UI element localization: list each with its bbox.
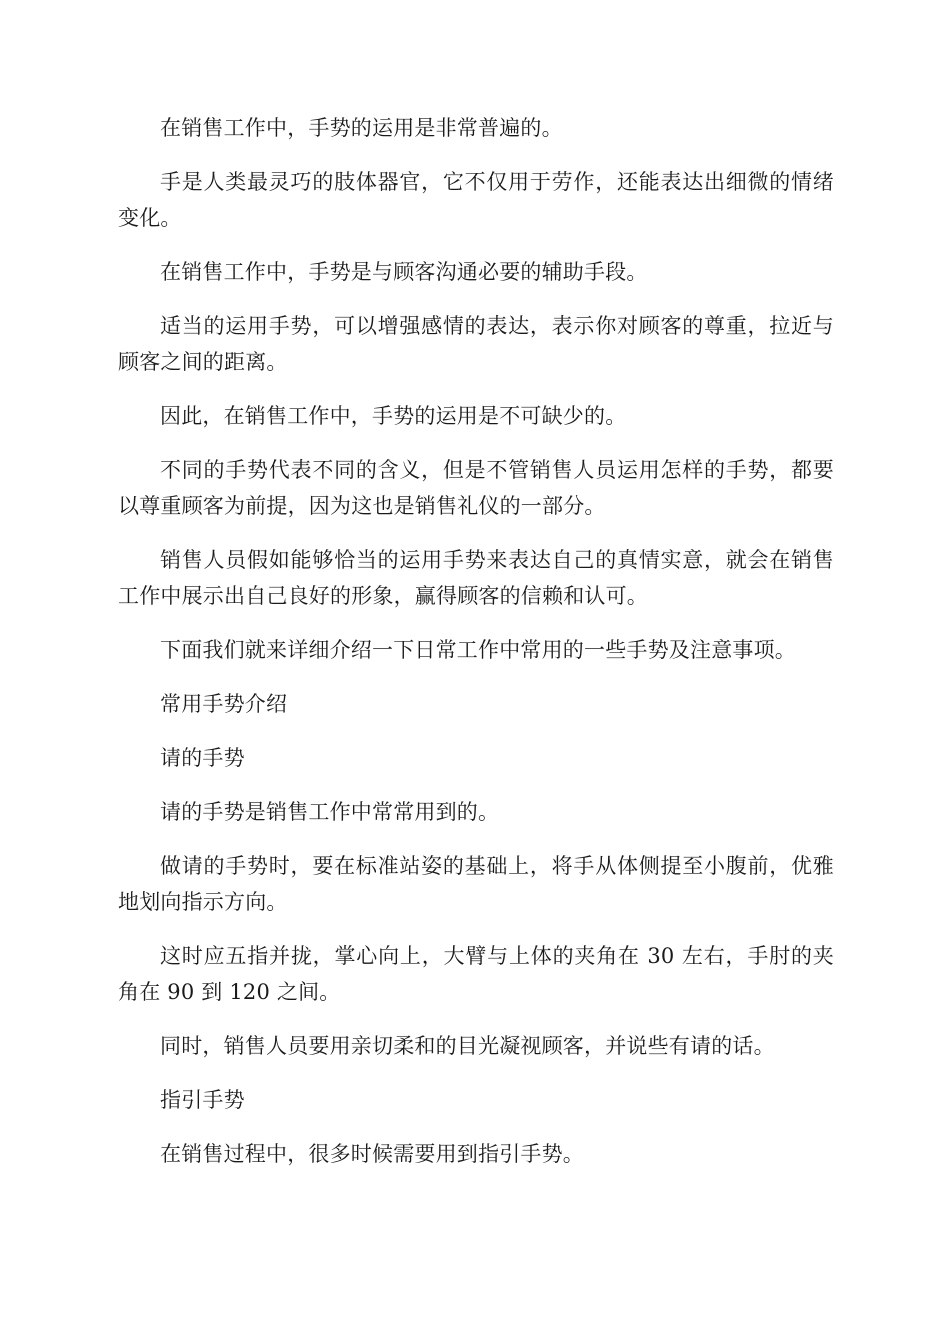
paragraph: 因此，在销售工作中，手势的运用是不可缺少的。 [160,404,627,428]
paragraph: 适当的运用手势，可以增强感情的表达，表示你对顾客的尊重，拉近与顾客之间的距离。 [118,314,834,374]
subsection-heading: 指引手势 [160,1088,245,1112]
paragraph: 同时，销售人员要用亲切柔和的目光凝视顾客，并说些有请的话。 [160,1034,775,1058]
paragraph: 在销售过程中，很多时候需要用到指引手势。 [160,1142,584,1166]
section-heading: 常用手势介绍 [160,692,288,716]
paragraph: 销售人员假如能够恰当的运用手势来表达自己的真情实意，就会在销售工作中展示出自己良好的形象，赢得顾客的信赖和认可。 [118,548,834,608]
paragraph: 不同的手势代表不同的含义，但是不管销售人员运用怎样的手势，都要以尊重顾客为前提，因为这也是销售礼仪的一部分。 [118,458,834,518]
subsection-heading: 请的手势 [160,746,245,770]
paragraph: 这时应五指并拢，掌心向上，大臂与上体的夹角在 30 左右，手肘的夹角在 90 到 120 之间。 [118,944,834,1004]
paragraph: 做请的手势时，要在标准站姿的基础上，将手从体侧提至小腹前，优雅地划向指示方向。 [118,854,834,914]
paragraph: 在销售工作中，手势是与顾客沟通必要的辅助手段。 [160,260,648,284]
paragraph: 请的手势是销售工作中常常用到的。 [160,800,500,824]
paragraph: 手是人类最灵巧的肢体器官，它不仅用于劳作，还能表达出细微的情绪变化。 [118,170,834,230]
document-page [118,110,834,1190]
paragraph: 在销售工作中，手势的运用是非常普遍的。 [160,116,563,140]
paragraph: 下面我们就来详细介绍一下日常工作中常用的一些手势及注意事项。 [160,638,796,662]
